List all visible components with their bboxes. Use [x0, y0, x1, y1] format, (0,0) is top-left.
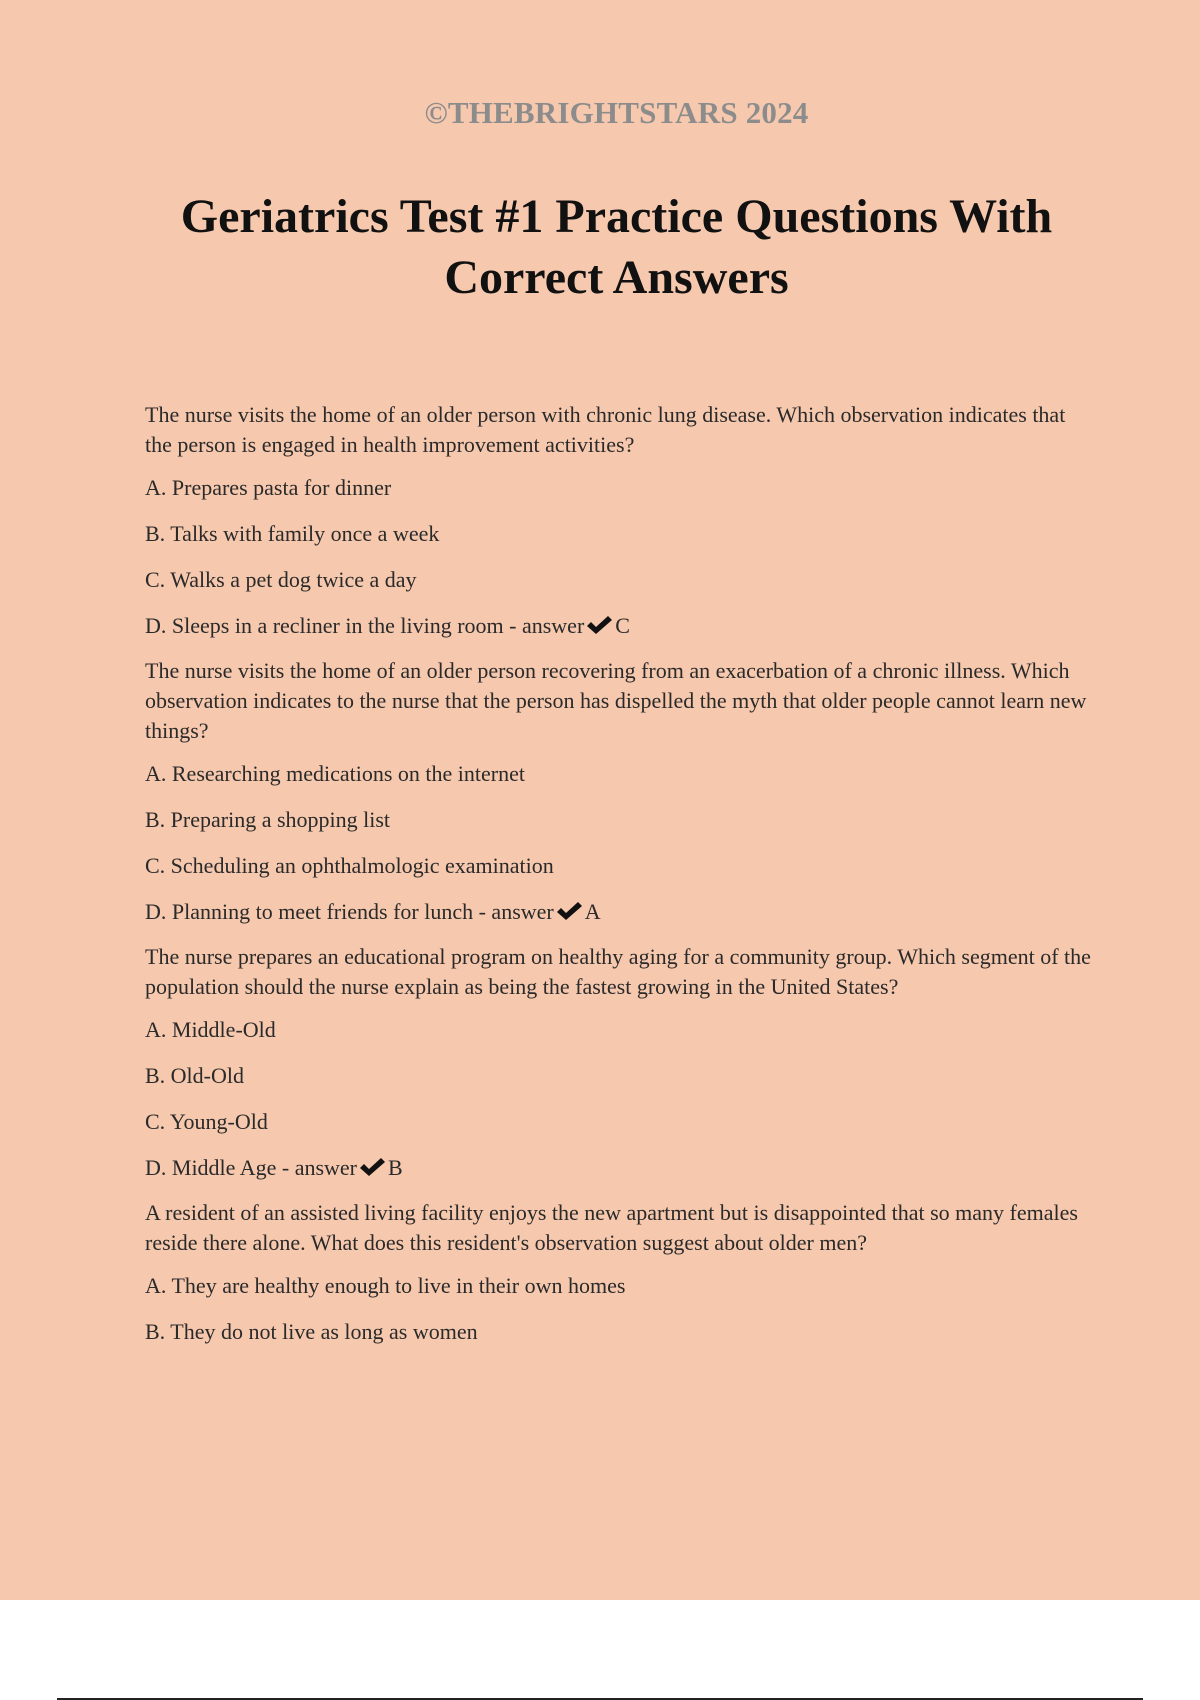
answer-option: B. Old-Old: [145, 1063, 244, 1088]
answer-option: B. Preparing a shopping list: [145, 807, 391, 832]
answer-option-label: D. Sleeps in a recliner in the living room - answer: [145, 613, 585, 638]
answer-option: B. Talks with family once a week: [145, 521, 440, 546]
answer-option: C. Scheduling an ophthalmologic examination: [145, 853, 554, 878]
checkmark-icon: [586, 615, 613, 635]
question-text: The nurse prepares an educational program on healthy aging for a community group. Which segment of the population should the nurse explain as being the fastest growing in the United States?: [145, 944, 1091, 999]
correct-answer: A: [584, 899, 601, 924]
answer-option: A. Prepares pasta for dinner: [145, 475, 392, 500]
answer-option: B. They do not live as long as women: [145, 1319, 478, 1344]
answer-option: A. Researching medications on the internet: [145, 761, 525, 786]
answer-option: C. Walks a pet dog twice a day: [145, 567, 417, 592]
correct-answer: B: [388, 1155, 403, 1180]
answer-option-with-answer: [145, 610, 1095, 641]
question-text: The nurse visits the home of an older person with chronic lung disease. Which observation indicates that the person is engaged in health improvement activities?: [145, 402, 1066, 457]
question-block: [145, 656, 1095, 927]
question-block: [145, 1198, 1095, 1347]
document-title: Geriatrics Test #1 Practice Questions With Correct Answers: [180, 190, 1053, 304]
answer-option-with-answer: [145, 896, 1095, 927]
checkmark-icon: [359, 1157, 386, 1177]
checkmark-icon: [556, 901, 583, 921]
question-block: [145, 942, 1095, 1183]
copyright-header: ©THEBRIGHTSTARS 2024: [424, 95, 809, 130]
answer-option: A. Middle-Old: [145, 1017, 276, 1042]
answer-option-label: D. Middle Age - answer: [145, 1155, 358, 1180]
questions-list: [145, 400, 1095, 1362]
question-text: The nurse visits the home of an older person recovering from an exacerbation of a chronic illness. Which observation indicates to the nurse that the person has dispelled the myth that older people cannot learn new things?: [145, 658, 1087, 743]
answer-option: C. Young-Old: [145, 1109, 268, 1134]
answer-option: A. They are healthy enough to live in their own homes: [145, 1273, 626, 1298]
answer-option-label: D. Planning to meet friends for lunch - answer: [145, 899, 554, 924]
question-text: A resident of an assisted living facility enjoys the new apartment but is disappointed that so many females reside there alone. What does this resident's observation suggest about older men?: [145, 1200, 1078, 1255]
answer-option-with-answer: [145, 1152, 1095, 1183]
correct-answer: C: [615, 613, 630, 638]
question-block: [145, 400, 1095, 641]
